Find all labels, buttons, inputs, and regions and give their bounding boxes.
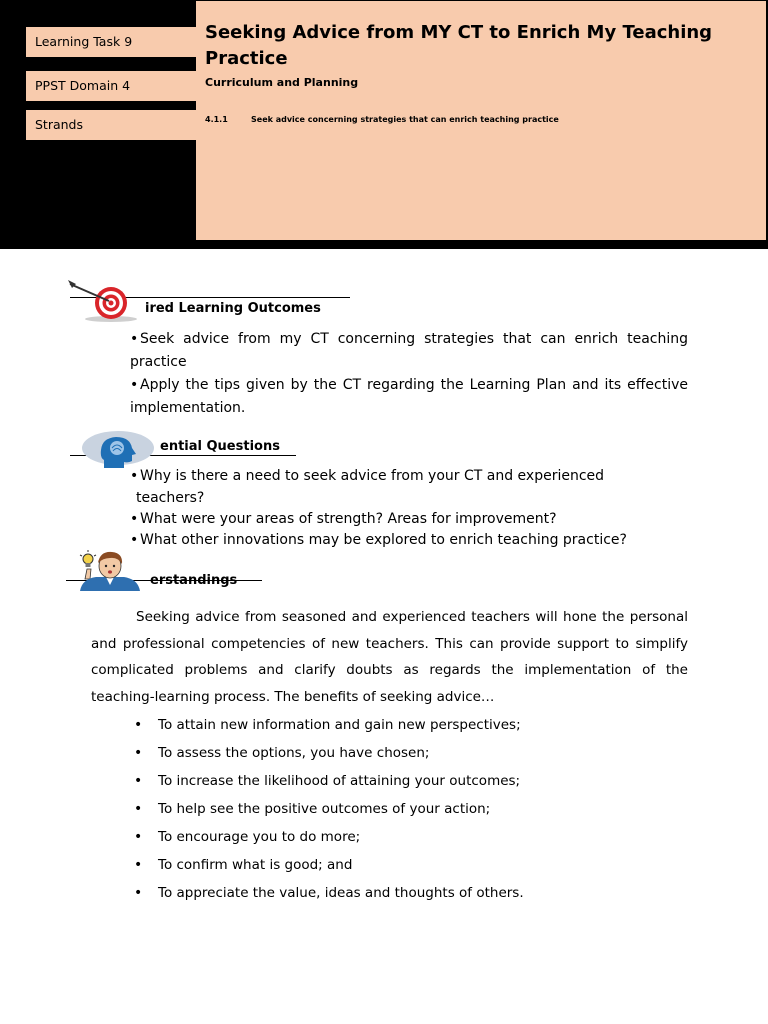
question-text: teachers? (136, 490, 205, 506)
outcome-text: Seek advice from my CT concerning strategies that can enrich teaching practice (130, 331, 688, 370)
outcome-item: • Seek advice from my CT concerning strategies that can enrich teaching practice (130, 331, 688, 370)
brain-head-icon (82, 430, 160, 470)
understandings-paragraph: Seeking advice from seasoned and experienced teachers will hone the personal and professional competencies of new teachers. This can provide support to simplify complicated problems and clarify doubts as regards the implementation of the teaching-learning process. The benefits of seeking advice… (91, 609, 688, 705)
ppst-domain-label: PPST Domain 4 (26, 71, 196, 101)
strand-code: 4.1.1 (205, 115, 228, 124)
understandings-heading: erstandings (150, 573, 238, 588)
page-title: Seeking Advice from MY CT to Enrich My Teaching Practice (205, 22, 713, 69)
list-item: • To assess the options, you have chosen; (134, 739, 524, 767)
strands-label: Strands (26, 110, 196, 140)
learning-task-label: Learning Task 9 (26, 27, 196, 57)
question-text: Why is there a need to seek advice from your CT and experienced (140, 468, 605, 484)
outcome-item: • Apply the tips given by the CT regarding the Learning Plan and its effective implementation. (130, 377, 688, 416)
outcome-text: Apply the tips given by the CT regarding the Learning Plan and its effective implementation. (130, 377, 688, 416)
domain-subtitle: Curriculum and Planning (205, 76, 359, 89)
question-item: • What other innovations may be explored to enrich teaching practice? (130, 532, 627, 548)
outcomes-heading: ired Learning Outcomes (145, 301, 321, 316)
list-item: • To appreciate the value, ideas and thoughts of others. (134, 879, 524, 907)
strand-text: Seek advice concerning strategies that can enrich teaching practice (251, 115, 559, 124)
benefits-list (134, 711, 524, 907)
list-item: • To increase the likelihood of attaining your outcomes; (134, 767, 524, 795)
idea-person-icon (76, 549, 156, 591)
question-item-continued (130, 488, 690, 509)
questions-heading: ential Questions (160, 439, 280, 454)
question-text: What were your areas of strength? Areas for improvement? (140, 511, 557, 527)
question-text: What other innovations may be explored to enrich teaching practice? (140, 532, 627, 548)
list-item: • To confirm what is good; and (134, 851, 524, 879)
header-band (0, 0, 768, 249)
target-dart-icon (66, 279, 144, 323)
list-item: • To attain new information and gain new perspectives; (134, 711, 524, 739)
question-item: • Why is there a need to seek advice from your CT and experienced (130, 468, 605, 484)
list-item: • To encourage you to do more; (134, 823, 524, 851)
list-item: • To help see the positive outcomes of your action; (134, 795, 524, 823)
question-item: • What were your areas of strength? Areas for improvement? (130, 511, 557, 527)
